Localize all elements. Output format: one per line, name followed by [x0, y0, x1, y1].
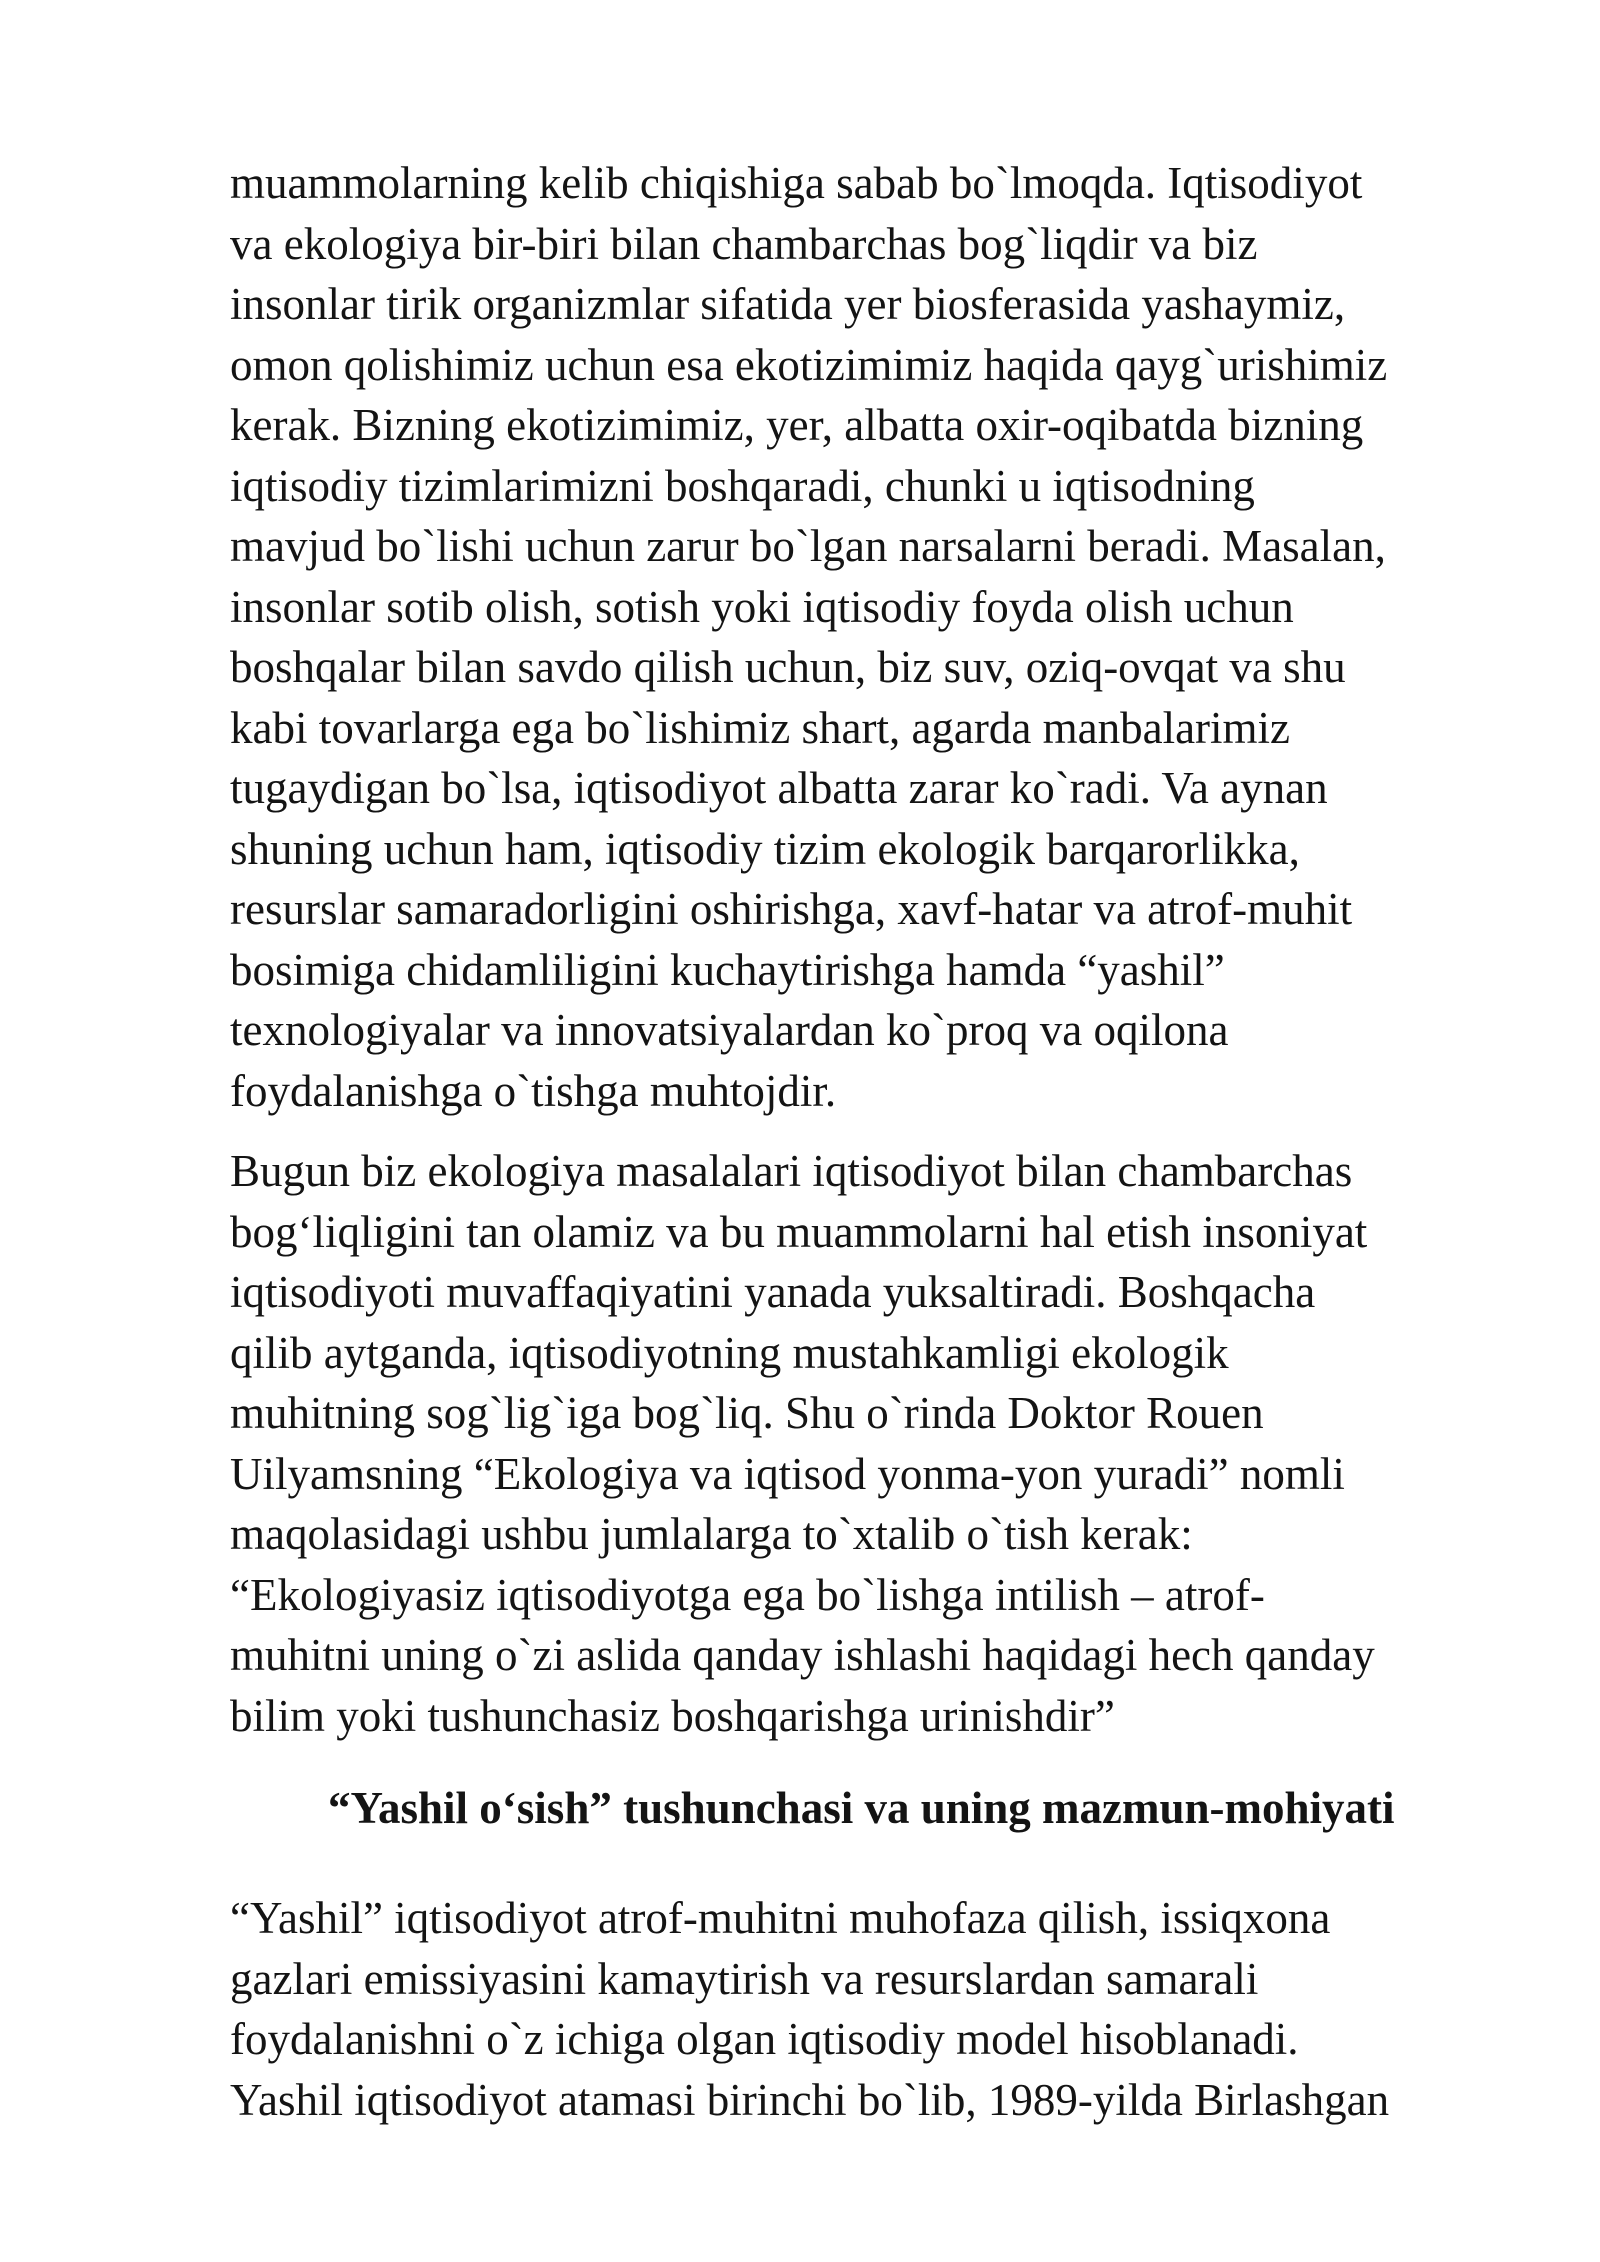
text-line: “Yashil” iqtisodiyot atrof-muhitni muhofaza qilish, issiqxona	[230, 1893, 1331, 1943]
text-line: mavjud bo`lishi uchun zarur bo`lgan narsalarni beradi. Masalan,	[230, 521, 1386, 571]
text-line: “Ekologiyasiz iqtisodiyotga ega bo`lishga intilish – atrof-	[230, 1569, 1265, 1620]
text-line: resurslar samaradorligini oshirishga, xavf-hatar va atrof-muhit	[230, 884, 1353, 934]
paragraph-1	[230, 153, 1530, 1121]
text-line: muhitning sog`lig`iga bog`liq. Shu o`rinda Doktor Rouen	[230, 1388, 1264, 1438]
text-line: iqtisodiyoti muvaffaqiyatini yanada yuksaltiradi. Boshqacha	[230, 1267, 1316, 1317]
text-line: qilib aytganda, iqtisodiyotning mustahkamligi ekologik	[230, 1327, 1229, 1378]
text-line: shuning uchun ham, iqtisodiy tizim ekologik barqarorlikka,	[230, 823, 1300, 874]
text-line: insonlar sotib olish, sotish yoki iqtisodiy foyda olish uchun	[230, 581, 1294, 632]
paragraph-2	[230, 1141, 1530, 1746]
paragraph-3	[230, 1888, 1530, 2130]
text-line: foydalanishni o`z ichiga olgan iqtisodiy model hisoblanadi.	[230, 2014, 1299, 2064]
section-heading: “Yashil o‘sish” tushunchasi va uning mazmun-mohiyati	[328, 1783, 1395, 1833]
text-line: gazlari emissiyasini kamaytirish va resurslardan samarali	[230, 1953, 1259, 2004]
text-line: insonlar tirik organizmlar sifatida yer biosferasida yashaymiz,	[230, 279, 1346, 329]
text-line: maqolasidagi ushbu jumlalarga to`xtalib o`tish kerak:	[230, 1509, 1193, 1559]
text-line: bosimiga chidamliligini kuchaytirishga hamda “yashil”	[230, 944, 1225, 995]
text-line: bog‘liqligini tan olamiz va bu muammolarni hal etish insoniyat	[230, 1206, 1368, 1257]
text-line: Yashil iqtisodiyot atamasi birinchi bo`lib, 1989-yilda Birlashgan	[230, 2074, 1390, 2125]
text-line: texnologiyalar va innovatsiyalardan ko`proq va oqilona	[230, 1005, 1229, 1055]
text-line: foydalanishga o`tishga muhtojdir.	[230, 1065, 837, 1116]
text-line: tugaydigan bo`lsa, iqtisodiyot albatta zarar ko`radi. Va aynan	[230, 763, 1328, 813]
text-line: bilim yoki tushunchasiz boshqarishga urinishdir”	[230, 1690, 1115, 1741]
text-line: iqtisodiy tizimlarimizni boshqaradi, chunki u iqtisodning	[230, 460, 1255, 511]
text-line: Uilyamsning “Ekologiya va iqtisod yonma-yon yuradi” nomli	[230, 1448, 1345, 1499]
text-line: kabi tovarlarga ega bo`lishimiz shart, agarda manbalarimiz	[230, 702, 1291, 753]
text-line: kerak. Bizning ekotizimimiz, yer, albatta oxir-oqibatda bizning	[230, 400, 1364, 450]
text-line: va ekologiya bir-biri bilan chambarchas bog`liqdir va biz	[230, 218, 1258, 269]
text-line: muammolarning kelib chiqishiga sabab bo`lmoqda. Iqtisodiyot	[230, 158, 1363, 208]
text-line: Bugun biz ekologiya masalalari iqtisodiyot bilan chambarchas	[230, 1146, 1353, 1196]
text-line: omon qolishimiz uchun esa ekotizimimiz haqida qayg`urishimiz	[230, 339, 1388, 390]
text-line: muhitni uning o`zi aslida qanday ishlashi haqidagi hech qanday	[230, 1630, 1375, 1680]
text-line: boshqalar bilan savdo qilish uchun, biz suv, oziq-ovqat va shu	[230, 642, 1346, 692]
